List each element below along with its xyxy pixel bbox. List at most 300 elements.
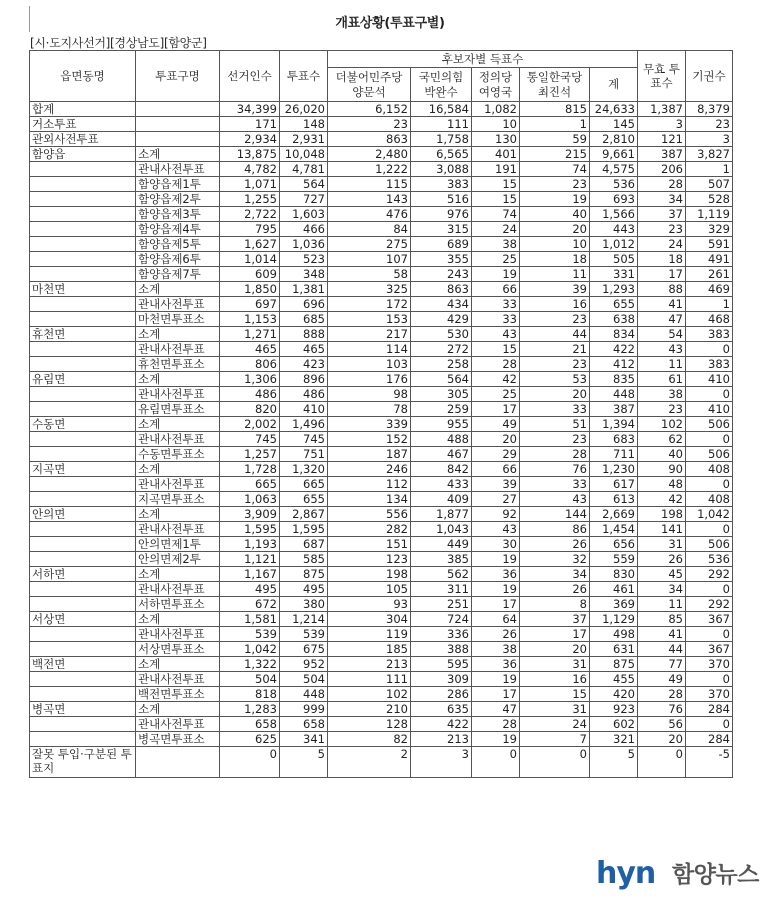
value-cell: 215 <box>520 147 590 162</box>
value-cell: 123 <box>328 552 411 567</box>
district-cell <box>30 717 136 732</box>
value-cell: 1,394 <box>590 417 638 432</box>
value-cell: 387 <box>590 402 638 417</box>
precinct-cell: 함양읍제2투 <box>136 192 220 207</box>
value-cell: 74 <box>472 207 520 222</box>
table-row <box>30 492 733 507</box>
value-cell: 506 <box>686 537 733 552</box>
district-cell <box>30 177 136 192</box>
value-cell: 429 <box>411 312 472 327</box>
value-cell: 835 <box>590 372 638 387</box>
district-cell: 서상면 <box>30 612 136 627</box>
value-cell: 506 <box>686 417 733 432</box>
value-cell: 5 <box>280 747 328 778</box>
value-cell: 130 <box>472 132 520 147</box>
value-cell: 976 <box>411 207 472 222</box>
table-row <box>30 582 733 597</box>
value-cell: 2,931 <box>280 132 328 147</box>
table-row <box>30 327 733 342</box>
value-cell: 523 <box>280 252 328 267</box>
precinct-cell <box>136 747 220 778</box>
value-cell: 42 <box>472 372 520 387</box>
value-cell: 2,669 <box>590 507 638 522</box>
value-cell: 697 <box>220 297 280 312</box>
value-cell: 37 <box>520 612 590 627</box>
value-cell: 102 <box>638 417 686 432</box>
table-row <box>30 372 733 387</box>
value-cell: 34 <box>520 567 590 582</box>
value-cell: 33 <box>520 402 590 417</box>
value-cell: 145 <box>590 117 638 132</box>
value-cell: 1,222 <box>328 162 411 177</box>
value-cell: 23 <box>520 432 590 447</box>
value-cell: 43 <box>472 327 520 342</box>
district-cell <box>30 732 136 747</box>
value-cell: 19 <box>472 732 520 747</box>
table-row <box>30 687 733 702</box>
value-cell: 86 <box>520 522 590 537</box>
value-cell: 595 <box>411 657 472 672</box>
value-cell: 198 <box>328 567 411 582</box>
value-cell: 1,071 <box>220 177 280 192</box>
district-cell <box>30 207 136 222</box>
value-cell: 0 <box>686 582 733 597</box>
table-row <box>30 612 733 627</box>
value-cell: 689 <box>411 237 472 252</box>
value-cell: 339 <box>328 417 411 432</box>
precinct-cell: 관내사전투표 <box>136 582 220 597</box>
district-cell: 합계 <box>30 102 136 117</box>
precinct-cell: 수동면투표소 <box>136 447 220 462</box>
value-cell: 25 <box>472 252 520 267</box>
value-cell: 34 <box>638 582 686 597</box>
value-cell: 43 <box>638 342 686 357</box>
precinct-cell: 함양읍제6투 <box>136 252 220 267</box>
value-cell: 896 <box>280 372 328 387</box>
value-cell: 10 <box>520 237 590 252</box>
district-cell <box>30 342 136 357</box>
value-cell: 383 <box>686 327 733 342</box>
district-cell <box>30 252 136 267</box>
precinct-cell: 관내사전투표 <box>136 627 220 642</box>
value-cell: 655 <box>280 492 328 507</box>
value-cell: 806 <box>220 357 280 372</box>
precinct-cell: 함양읍제4투 <box>136 222 220 237</box>
value-cell: 37 <box>638 207 686 222</box>
value-cell: 98 <box>328 387 411 402</box>
precinct-cell: 소계 <box>136 282 220 297</box>
value-cell: 82 <box>328 732 411 747</box>
value-cell: 26 <box>520 537 590 552</box>
col-header-abstain: 기권수 <box>686 51 733 102</box>
value-cell: 410 <box>686 372 733 387</box>
value-cell: 176 <box>328 372 411 387</box>
value-cell: 469 <box>686 282 733 297</box>
value-cell: 539 <box>280 627 328 642</box>
table-row <box>30 297 733 312</box>
table-row <box>30 102 733 117</box>
value-cell: 0 <box>686 717 733 732</box>
value-cell: 38 <box>472 237 520 252</box>
value-cell: 6,565 <box>411 147 472 162</box>
value-cell: 504 <box>280 672 328 687</box>
value-cell: 888 <box>280 327 328 342</box>
value-cell: 20 <box>520 642 590 657</box>
value-cell: 23 <box>638 222 686 237</box>
value-cell: 370 <box>686 657 733 672</box>
value-cell: 141 <box>638 522 686 537</box>
table-row <box>30 672 733 687</box>
value-cell: 103 <box>328 357 411 372</box>
value-cell: 92 <box>472 507 520 522</box>
precinct-cell: 소계 <box>136 147 220 162</box>
value-cell: 655 <box>590 297 638 312</box>
value-cell: 38 <box>638 387 686 402</box>
value-cell: 433 <box>411 477 472 492</box>
precinct-cell: 지곡면투표소 <box>136 492 220 507</box>
value-cell: 1,043 <box>411 522 472 537</box>
value-cell: 258 <box>411 357 472 372</box>
value-cell: 1,014 <box>220 252 280 267</box>
value-cell: 28 <box>638 177 686 192</box>
value-cell: 1 <box>686 297 733 312</box>
precinct-cell: 관내사전투표 <box>136 477 220 492</box>
results-table <box>29 50 733 778</box>
value-cell: 388 <box>411 642 472 657</box>
value-cell: 635 <box>411 702 472 717</box>
value-cell: 13,875 <box>220 147 280 162</box>
value-cell: 420 <box>590 687 638 702</box>
value-cell: 1,193 <box>220 537 280 552</box>
precinct-cell: 서하면투표소 <box>136 597 220 612</box>
value-cell: 21 <box>520 342 590 357</box>
value-cell: 422 <box>411 717 472 732</box>
value-cell: 40 <box>520 207 590 222</box>
value-cell: 815 <box>520 102 590 117</box>
value-cell: 1 <box>686 162 733 177</box>
value-cell: 1,257 <box>220 447 280 462</box>
value-cell: 564 <box>411 372 472 387</box>
value-cell: 128 <box>328 717 411 732</box>
value-cell: 820 <box>220 402 280 417</box>
table-row <box>30 747 733 778</box>
value-cell: 62 <box>638 432 686 447</box>
value-cell: 495 <box>220 582 280 597</box>
brand-logo <box>596 858 776 892</box>
value-cell: 121 <box>638 132 686 147</box>
value-cell: 491 <box>686 252 733 267</box>
value-cell: 172 <box>328 297 411 312</box>
value-cell: 455 <box>590 672 638 687</box>
value-cell: 336 <box>411 627 472 642</box>
value-cell: 1,758 <box>411 132 472 147</box>
table-row <box>30 147 733 162</box>
value-cell: 559 <box>590 552 638 567</box>
precinct-cell <box>136 117 220 132</box>
value-cell: 585 <box>280 552 328 567</box>
value-cell: 1,306 <box>220 372 280 387</box>
value-cell: 923 <box>590 702 638 717</box>
value-cell: 23 <box>520 312 590 327</box>
value-cell: 727 <box>280 192 328 207</box>
value-cell: 16 <box>520 297 590 312</box>
value-cell: 591 <box>686 237 733 252</box>
value-cell: 84 <box>328 222 411 237</box>
value-cell: 348 <box>280 267 328 282</box>
value-cell: 29 <box>472 447 520 462</box>
value-cell: 448 <box>590 387 638 402</box>
value-cell: 85 <box>638 612 686 627</box>
value-cell: 9,661 <box>590 147 638 162</box>
precinct-cell: 관내사전투표 <box>136 387 220 402</box>
value-cell: 23 <box>520 357 590 372</box>
value-cell: 309 <box>411 672 472 687</box>
value-cell: 498 <box>590 627 638 642</box>
district-cell <box>30 357 136 372</box>
value-cell: 28 <box>472 717 520 732</box>
precinct-cell: 백전면투표소 <box>136 687 220 702</box>
value-cell: 2,810 <box>590 132 638 147</box>
district-cell <box>30 672 136 687</box>
value-cell: 30 <box>472 537 520 552</box>
value-cell: 292 <box>686 597 733 612</box>
district-cell <box>30 192 136 207</box>
value-cell: 875 <box>280 567 328 582</box>
value-cell: 3 <box>686 132 733 147</box>
value-cell: 672 <box>220 597 280 612</box>
value-cell: 818 <box>220 687 280 702</box>
value-cell: 24 <box>638 237 686 252</box>
district-cell <box>30 582 136 597</box>
value-cell: 449 <box>411 537 472 552</box>
value-cell: 711 <box>590 447 638 462</box>
precinct-cell: 소계 <box>136 417 220 432</box>
value-cell: 443 <box>590 222 638 237</box>
value-cell: 863 <box>411 282 472 297</box>
table-row <box>30 522 733 537</box>
value-cell: 36 <box>472 657 520 672</box>
value-cell: 1,012 <box>590 237 638 252</box>
value-cell: 44 <box>520 327 590 342</box>
value-cell: 26,020 <box>280 102 328 117</box>
value-cell: 38 <box>472 642 520 657</box>
value-cell: 1,595 <box>280 522 328 537</box>
value-cell: -5 <box>686 747 733 778</box>
value-cell: 34,399 <box>220 102 280 117</box>
value-cell: 18 <box>638 252 686 267</box>
col-header-candidate: 더불어민주당 양문석 <box>328 68 411 102</box>
value-cell: 153 <box>328 312 411 327</box>
value-cell: 185 <box>328 642 411 657</box>
value-cell: 564 <box>280 177 328 192</box>
value-cell: 88 <box>638 282 686 297</box>
table-row <box>30 132 733 147</box>
table-row <box>30 162 733 177</box>
value-cell: 47 <box>638 312 686 327</box>
value-cell: 693 <box>590 192 638 207</box>
value-cell: 213 <box>328 657 411 672</box>
district-cell <box>30 162 136 177</box>
table-row <box>30 537 733 552</box>
value-cell: 0 <box>686 522 733 537</box>
table-row <box>30 192 733 207</box>
value-cell: 665 <box>220 477 280 492</box>
precinct-cell: 함양읍제1투 <box>136 177 220 192</box>
value-cell: 24 <box>472 222 520 237</box>
value-cell: 44 <box>638 642 686 657</box>
value-cell: 745 <box>220 432 280 447</box>
value-cell: 43 <box>472 522 520 537</box>
value-cell: 1,036 <box>280 237 328 252</box>
value-cell: 562 <box>411 567 472 582</box>
value-cell: 144 <box>520 507 590 522</box>
value-cell: 658 <box>280 717 328 732</box>
value-cell: 4,782 <box>220 162 280 177</box>
value-cell: 486 <box>280 387 328 402</box>
value-cell: 206 <box>638 162 686 177</box>
value-cell: 1,496 <box>280 417 328 432</box>
value-cell: 93 <box>328 597 411 612</box>
precinct-cell: 휴천면투표소 <box>136 357 220 372</box>
value-cell: 656 <box>590 537 638 552</box>
value-cell: 613 <box>590 492 638 507</box>
value-cell: 16,584 <box>411 102 472 117</box>
value-cell: 19 <box>472 582 520 597</box>
precinct-cell: 병곡면투표소 <box>136 732 220 747</box>
value-cell: 683 <box>590 432 638 447</box>
value-cell: 465 <box>280 342 328 357</box>
table-row <box>30 207 733 222</box>
value-cell: 292 <box>686 567 733 582</box>
value-cell: 955 <box>411 417 472 432</box>
value-cell: 1,153 <box>220 312 280 327</box>
value-cell: 1,042 <box>220 642 280 657</box>
table-row <box>30 702 733 717</box>
value-cell: 23 <box>686 117 733 132</box>
value-cell: 27 <box>472 492 520 507</box>
value-cell: 77 <box>638 657 686 672</box>
value-cell: 556 <box>328 507 411 522</box>
value-cell: 410 <box>280 402 328 417</box>
value-cell: 1,167 <box>220 567 280 582</box>
value-cell: 246 <box>328 462 411 477</box>
district-cell <box>30 267 136 282</box>
value-cell: 609 <box>220 267 280 282</box>
value-cell: 1,454 <box>590 522 638 537</box>
value-cell: 1,603 <box>280 207 328 222</box>
col-header-district: 읍면동명 <box>30 51 136 102</box>
value-cell: 40 <box>638 447 686 462</box>
value-cell: 20 <box>520 222 590 237</box>
district-cell <box>30 642 136 657</box>
table-row <box>30 357 733 372</box>
value-cell: 151 <box>328 537 411 552</box>
value-cell: 45 <box>638 567 686 582</box>
value-cell: 631 <box>590 642 638 657</box>
value-cell: 468 <box>686 312 733 327</box>
value-cell: 39 <box>472 477 520 492</box>
value-cell: 1,129 <box>590 612 638 627</box>
value-cell: 675 <box>280 642 328 657</box>
value-cell: 66 <box>472 282 520 297</box>
district-cell: 백전면 <box>30 657 136 672</box>
precinct-cell: 마천면투표소 <box>136 312 220 327</box>
value-cell: 56 <box>638 717 686 732</box>
value-cell: 15 <box>520 687 590 702</box>
value-cell: 49 <box>472 417 520 432</box>
value-cell: 143 <box>328 192 411 207</box>
value-cell: 0 <box>686 672 733 687</box>
value-cell: 198 <box>638 507 686 522</box>
value-cell: 410 <box>686 402 733 417</box>
value-cell: 25 <box>472 387 520 402</box>
value-cell: 148 <box>280 117 328 132</box>
value-cell: 112 <box>328 477 411 492</box>
value-cell: 19 <box>472 552 520 567</box>
value-cell: 1,082 <box>472 102 520 117</box>
precinct-cell <box>136 102 220 117</box>
precinct-cell: 소계 <box>136 372 220 387</box>
value-cell: 507 <box>686 177 733 192</box>
precinct-cell: 관내사전투표 <box>136 432 220 447</box>
district-cell: 유림면 <box>30 372 136 387</box>
precinct-cell: 소계 <box>136 612 220 627</box>
value-cell: 422 <box>590 342 638 357</box>
value-cell: 305 <box>411 387 472 402</box>
value-cell: 745 <box>280 432 328 447</box>
value-cell: 282 <box>328 522 411 537</box>
value-cell: 20 <box>638 732 686 747</box>
value-cell: 380 <box>280 597 328 612</box>
table-row <box>30 267 733 282</box>
value-cell: 43 <box>520 492 590 507</box>
value-cell: 39 <box>520 282 590 297</box>
value-cell: 687 <box>280 537 328 552</box>
value-cell: 11 <box>638 597 686 612</box>
value-cell: 0 <box>638 747 686 778</box>
district-cell <box>30 687 136 702</box>
value-cell: 90 <box>638 462 686 477</box>
value-cell: 0 <box>686 627 733 642</box>
value-cell: 28 <box>520 447 590 462</box>
value-cell: 0 <box>686 387 733 402</box>
value-cell: 875 <box>590 657 638 672</box>
value-cell: 1,381 <box>280 282 328 297</box>
value-cell: 5 <box>590 747 638 778</box>
table-row <box>30 282 733 297</box>
value-cell: 23 <box>328 117 411 132</box>
district-cell <box>30 297 136 312</box>
value-cell: 830 <box>590 567 638 582</box>
precinct-cell: 함양읍제7투 <box>136 267 220 282</box>
value-cell: 329 <box>686 222 733 237</box>
value-cell: 26 <box>520 582 590 597</box>
district-cell: 안의면 <box>30 507 136 522</box>
value-cell: 10,048 <box>280 147 328 162</box>
value-cell: 1,566 <box>590 207 638 222</box>
table-row <box>30 552 733 567</box>
table-row <box>30 402 733 417</box>
value-cell: 331 <box>590 267 638 282</box>
district-cell: 거소투표 <box>30 117 136 132</box>
value-cell: 1 <box>520 117 590 132</box>
value-cell: 11 <box>520 267 590 282</box>
value-cell: 325 <box>328 282 411 297</box>
value-cell: 842 <box>411 462 472 477</box>
value-cell: 528 <box>686 192 733 207</box>
value-cell: 638 <box>590 312 638 327</box>
district-cell <box>30 597 136 612</box>
